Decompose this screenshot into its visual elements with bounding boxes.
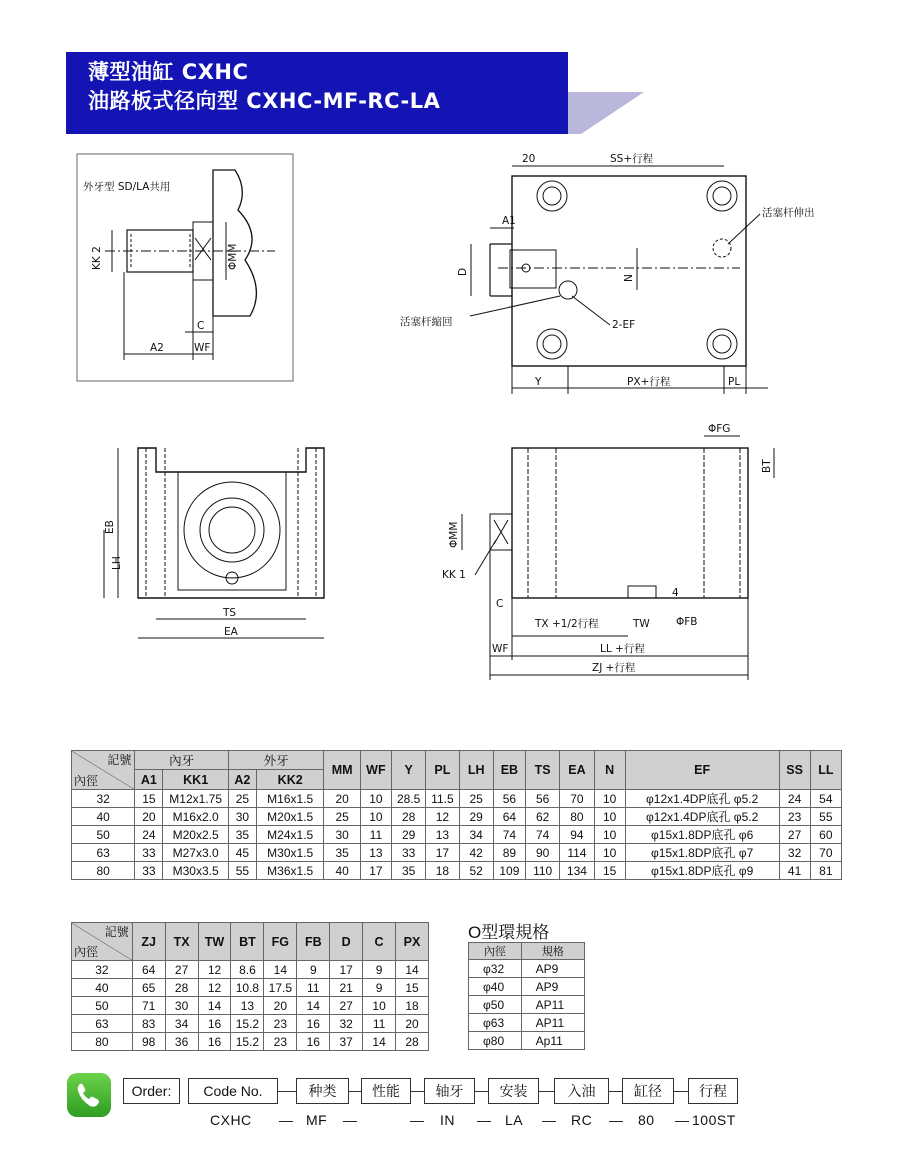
t1-cell: 70 [810, 844, 841, 862]
t2-cell: 15.2 [231, 1015, 264, 1033]
front-view-body [138, 448, 324, 598]
order-dash: — [279, 1112, 294, 1128]
side-view-body [512, 448, 748, 598]
t1-cell: 35 [391, 862, 425, 880]
label-20: 20 [522, 153, 536, 165]
order-box: 轴牙 [424, 1078, 475, 1104]
t2-head: ZJ [132, 923, 165, 961]
order-connector [674, 1091, 688, 1092]
t2-cell: 16 [297, 1033, 330, 1051]
oring-head: 內徑 [469, 943, 522, 960]
t1-cell: 29 [459, 808, 493, 826]
order-connector [349, 1091, 361, 1092]
t1-row [72, 844, 842, 862]
label-ss: SS+行程 [610, 153, 654, 165]
bolt-hole-bl [537, 329, 567, 359]
t2-cell: 64 [132, 961, 165, 979]
order-connector [609, 1091, 622, 1092]
t2-cell: 9 [363, 961, 396, 979]
t2-cell: 17.5 [264, 979, 297, 997]
t1-cell: 33 [135, 862, 163, 880]
t1-cell: φ15x1.8DP底孔 φ6 [625, 826, 779, 844]
t1-head: KK1 [163, 770, 228, 790]
t2-cell: 40 [72, 979, 133, 997]
t1-cell: 28 [391, 808, 425, 826]
side-bore-lines [528, 448, 740, 598]
t1-cell: 30 [324, 826, 360, 844]
t1-cell: 10 [594, 844, 625, 862]
t1-cell: 110 [526, 862, 560, 880]
t2-cell: 65 [132, 979, 165, 997]
order-box: 行程 [688, 1078, 738, 1104]
oring-cell: AP11 [521, 996, 584, 1014]
t2-row [72, 1033, 429, 1051]
t2-cell: 16 [198, 1015, 231, 1033]
t2-corner-top: 記號 [104, 925, 129, 939]
t2-row [72, 979, 429, 997]
t1-cell: 13 [426, 826, 459, 844]
t1-cell: 40 [72, 808, 135, 826]
t1-cell: 70 [560, 790, 594, 808]
t1-cell: M30x1.5 [256, 844, 324, 862]
label-fg: ΦFG [708, 423, 731, 435]
t1-cell: 74 [526, 826, 560, 844]
t1-row [72, 826, 842, 844]
t1-cell: 33 [135, 844, 163, 862]
t1-cell: 40 [324, 862, 360, 880]
t2-cell: 13 [231, 997, 264, 1015]
t1-cell: 81 [810, 862, 841, 880]
oring-row [469, 1032, 585, 1050]
t1-cell: 25 [459, 790, 493, 808]
t1-cell: 17 [426, 844, 459, 862]
order-connector [278, 1091, 296, 1092]
front-bolt-lines [146, 448, 316, 598]
order-box: 入油 [554, 1078, 609, 1104]
t1-cell: 23 [779, 808, 810, 826]
t1-cell: 35 [324, 844, 360, 862]
label-n: N [623, 274, 635, 282]
t1-corner-top: 記號 [107, 753, 132, 767]
top-rod [490, 244, 512, 296]
t2-cell: 9 [363, 979, 396, 997]
t2-cell: 11 [297, 979, 330, 997]
t1-cell: 134 [560, 862, 594, 880]
label-d: D [457, 267, 469, 276]
t1-cell: 11 [360, 826, 391, 844]
t1-cell: 62 [526, 808, 560, 826]
order-value: LA [505, 1112, 524, 1128]
t2-cell: 28 [165, 979, 198, 997]
label-tx: TX +1/2行程 [535, 618, 599, 630]
label-four: 4 [672, 587, 679, 599]
t1-row [72, 808, 842, 826]
oring-head: 規格 [521, 943, 584, 960]
order-value: 80 [638, 1112, 655, 1128]
t1-cell: 25 [324, 808, 360, 826]
t1-cell: 17 [360, 862, 391, 880]
label-kk2: KK 2 [91, 246, 103, 270]
order-dash: — [343, 1112, 358, 1128]
leader-kk1 [475, 540, 496, 575]
t2-cell: 32 [72, 961, 133, 979]
label-zj: ZJ +行程 [592, 662, 636, 674]
t1-cell: 20 [135, 808, 163, 826]
t2-cell: 27 [330, 997, 363, 1015]
order-dash: — [675, 1112, 690, 1128]
t2-cell: 15 [396, 979, 429, 997]
order-box: Code No. [188, 1078, 278, 1104]
t1-head: PL [426, 751, 459, 790]
order-box: 性能 [361, 1078, 411, 1104]
t1-cell: 74 [493, 826, 525, 844]
t1-head: Y [391, 751, 425, 790]
t1-cell: 20 [324, 790, 360, 808]
order-dash: — [410, 1112, 425, 1128]
side-notch [628, 586, 656, 598]
t2-row [72, 961, 429, 979]
t2-cell: 11 [363, 1015, 396, 1033]
oring-cell: φ32 [469, 960, 522, 978]
label-ts: TS [223, 607, 237, 619]
t2-head: FB [297, 923, 330, 961]
order-value: 100ST [692, 1112, 736, 1128]
t1-cell: 10 [594, 808, 625, 826]
t2-head: TW [198, 923, 231, 961]
label-y: Y [535, 376, 542, 388]
t1-cell: 63 [72, 844, 135, 862]
oring-cell: φ80 [469, 1032, 522, 1050]
t1-head: A2 [228, 770, 256, 790]
t1-cell: 29 [391, 826, 425, 844]
t2-cell: 20 [396, 1015, 429, 1033]
label-wf: WF [194, 342, 211, 354]
t1-cell: 24 [779, 790, 810, 808]
order-connector [475, 1091, 488, 1092]
label-c2: C [496, 598, 504, 610]
t1-cell: 55 [810, 808, 841, 826]
t1-cell: 114 [560, 844, 594, 862]
port-retract [559, 281, 577, 299]
order-value: CXHC [210, 1112, 252, 1128]
t1-cell: 52 [459, 862, 493, 880]
label-retract: 活塞杆縮回 [400, 316, 453, 328]
t1-cell: 27 [779, 826, 810, 844]
label-extend: 活塞杆伸出 [762, 207, 815, 219]
t1-cell: 10 [594, 790, 625, 808]
t1-cell: 89 [493, 844, 525, 862]
bolt-hole-tl [537, 181, 567, 211]
label-ea: EA [224, 626, 238, 638]
order-connector [539, 1091, 554, 1092]
order-value: MF [306, 1112, 328, 1128]
front-gland [184, 482, 280, 578]
t2-cell: 9 [297, 961, 330, 979]
t1-cell: M16x1.5 [256, 790, 324, 808]
t1-cell: 12 [426, 808, 459, 826]
t1-cell: φ15x1.8DP底孔 φ9 [625, 862, 779, 880]
order-box: 安装 [488, 1078, 539, 1104]
t2-head: TX [165, 923, 198, 961]
t1-cell: 64 [493, 808, 525, 826]
t1-cell: M24x1.5 [256, 826, 324, 844]
t2-cell: 80 [72, 1033, 133, 1051]
oring-cell: Ap11 [521, 1032, 584, 1050]
t1-cell: 15 [594, 862, 625, 880]
t1-head: LL [810, 751, 841, 790]
t2-cell: 16 [198, 1033, 231, 1051]
t1-cell: 42 [459, 844, 493, 862]
t2-head: PX [396, 923, 429, 961]
t2-corner [72, 923, 133, 961]
order-box: 缸径 [622, 1078, 674, 1104]
t2-cell: 14 [264, 961, 297, 979]
label-wf2: WF [492, 643, 509, 655]
t2-cell: 12 [198, 979, 231, 997]
label-kk1: KK 1 [442, 569, 466, 581]
t2-head: D [330, 923, 363, 961]
order-value: RC [571, 1112, 593, 1128]
leader-ef [572, 296, 610, 325]
spec-table-2 [71, 922, 429, 1051]
t1-cell: 54 [810, 790, 841, 808]
t2-cell: 15.2 [231, 1033, 264, 1051]
t1-cell: 28.5 [391, 790, 425, 808]
t1-cell: 25 [228, 790, 256, 808]
t2-cell: 14 [198, 997, 231, 1015]
oring-row [469, 1014, 585, 1032]
order-value: IN [440, 1112, 455, 1128]
bolt-hole-tr [707, 181, 737, 211]
t1-cell: 13 [360, 844, 391, 862]
label-pl: PL [728, 376, 741, 388]
label-mm2: ΦMM [448, 521, 460, 548]
t2-cell: 10.8 [231, 979, 264, 997]
bolt-hole-br [707, 329, 737, 359]
t2-cell: 63 [72, 1015, 133, 1033]
t1-cell: φ12x1.4DP底孔 φ5.2 [625, 790, 779, 808]
t1-corner-bottom: 內徑 [74, 774, 99, 788]
t2-cell: 50 [72, 997, 133, 1015]
port-extend [713, 239, 731, 257]
t1-cell: 60 [810, 826, 841, 844]
t2-corner-bottom: 內徑 [74, 945, 99, 959]
t1-cell: M36x1.5 [256, 862, 324, 880]
label-ll: LL +行程 [600, 643, 645, 655]
t2-cell: 20 [264, 997, 297, 1015]
t1-cell: 80 [72, 862, 135, 880]
t1-corner [72, 751, 135, 790]
t1-cell: 34 [459, 826, 493, 844]
title-line-1: 薄型油缸 CXHC [88, 60, 249, 84]
t2-cell: 14 [363, 1033, 396, 1051]
t1-head: SS [779, 751, 810, 790]
oring-cell: AP11 [521, 1014, 584, 1032]
oring-table [468, 942, 585, 1050]
order-dash: — [609, 1112, 624, 1128]
label-bt: BT [761, 459, 773, 473]
t1-cell: M20x1.5 [256, 808, 324, 826]
t2-cell: 17 [330, 961, 363, 979]
t1-cell: 10 [360, 790, 391, 808]
t2-cell: 34 [165, 1015, 198, 1033]
inset-title: 外牙型 SD/LA共用 [83, 181, 171, 193]
t1-cell: φ15x1.8DP底孔 φ7 [625, 844, 779, 862]
order-box: 种类 [296, 1078, 349, 1104]
t2-cell: 8.6 [231, 961, 264, 979]
t2-cell: 27 [165, 961, 198, 979]
order-connector [411, 1091, 424, 1092]
t1-head: LH [459, 751, 493, 790]
t1-head: A1 [135, 770, 163, 790]
t2-cell: 14 [297, 997, 330, 1015]
inset-flats [195, 238, 211, 260]
label-ef: 2-EF [612, 319, 636, 331]
t2-cell: 21 [330, 979, 363, 997]
t1-cell: 50 [72, 826, 135, 844]
t1-cell: 80 [560, 808, 594, 826]
t2-cell: 28 [396, 1033, 429, 1051]
t1-head: N [594, 751, 625, 790]
label-tw: TW [633, 618, 650, 630]
t2-cell: 14 [396, 961, 429, 979]
t1-head: MM [324, 751, 360, 790]
t1-cell: 11.5 [426, 790, 459, 808]
t1-cell: M27x3.0 [163, 844, 228, 862]
t2-cell: 12 [198, 961, 231, 979]
order-dash: — [477, 1112, 492, 1128]
t2-cell: 23 [264, 1033, 297, 1051]
order-dash: — [542, 1112, 557, 1128]
t1-cell: M20x2.5 [163, 826, 228, 844]
t1-row [72, 790, 842, 808]
t1-cell: M30x3.5 [163, 862, 228, 880]
t1-cell: 32 [779, 844, 810, 862]
t2-cell: 23 [264, 1015, 297, 1033]
t1-group-outer: 外牙 [228, 751, 324, 770]
t2-row [72, 1015, 429, 1033]
t2-cell: 36 [165, 1033, 198, 1051]
oring-cell: AP9 [521, 978, 584, 996]
t1-head: EB [493, 751, 525, 790]
t1-cell: 94 [560, 826, 594, 844]
t1-cell: 10 [360, 808, 391, 826]
t1-cell: 33 [391, 844, 425, 862]
t1-row [72, 862, 842, 880]
title-line-2: 油路板式径向型 CXHC-MF-RC-LA [88, 89, 441, 113]
label-lh: LH [111, 556, 123, 570]
oring-cell: φ40 [469, 978, 522, 996]
t2-cell: 83 [132, 1015, 165, 1033]
top-view-body [512, 176, 746, 366]
oring-row [469, 978, 585, 996]
label-px: PX+行程 [627, 376, 671, 388]
t1-cell: 10 [594, 826, 625, 844]
t2-head: C [363, 923, 396, 961]
label-eb: EB [104, 520, 116, 534]
label-c: C [197, 320, 205, 332]
oring-row [469, 996, 585, 1014]
t1-cell: 24 [135, 826, 163, 844]
t2-cell: 18 [396, 997, 429, 1015]
t1-cell: M16x2.0 [163, 808, 228, 826]
top-gland [510, 250, 556, 288]
t1-head: EF [625, 751, 779, 790]
oring-title: O型環規格 [468, 923, 550, 942]
oring-row [469, 960, 585, 978]
t1-head: WF [360, 751, 391, 790]
leader-extend [728, 214, 760, 244]
t1-cell: 18 [426, 862, 459, 880]
t1-cell: 32 [72, 790, 135, 808]
t1-cell: 109 [493, 862, 525, 880]
title-banner [66, 52, 568, 134]
t1-cell: 56 [493, 790, 525, 808]
t1-head: TS [526, 751, 560, 790]
t2-cell: 37 [330, 1033, 363, 1051]
t1-cell: 30 [228, 808, 256, 826]
order-box: Order: [123, 1078, 180, 1104]
t1-cell: 15 [135, 790, 163, 808]
spec-table-1 [71, 750, 842, 880]
t1-cell: 56 [526, 790, 560, 808]
t1-cell: M12x1.75 [163, 790, 228, 808]
t1-cell: 55 [228, 862, 256, 880]
t1-cell: φ12x1.4DP底孔 φ5.2 [625, 808, 779, 826]
inset-body [213, 170, 256, 316]
t2-cell: 30 [165, 997, 198, 1015]
t1-head: KK2 [256, 770, 324, 790]
t2-cell: 16 [297, 1015, 330, 1033]
t1-cell: 45 [228, 844, 256, 862]
label-fb: ΦFB [676, 616, 698, 628]
leader-retract [470, 296, 560, 316]
phone-icon[interactable] [67, 1073, 111, 1117]
t1-head: EA [560, 751, 594, 790]
t1-cell: 41 [779, 862, 810, 880]
t2-cell: 98 [132, 1033, 165, 1051]
label-a1: A1 [502, 215, 516, 227]
t1-cell: 35 [228, 826, 256, 844]
t2-cell: 71 [132, 997, 165, 1015]
oring-cell: φ50 [469, 996, 522, 1014]
oring-cell: AP9 [521, 960, 584, 978]
t1-cell: 90 [526, 844, 560, 862]
t1-group-inner: 內牙 [135, 751, 229, 770]
t2-row [72, 997, 429, 1015]
oring-cell: φ63 [469, 1014, 522, 1032]
t2-head: BT [231, 923, 264, 961]
t2-cell: 10 [363, 997, 396, 1015]
label-mm: ΦMM [227, 243, 239, 270]
t2-cell: 32 [330, 1015, 363, 1033]
t2-head: FG [264, 923, 297, 961]
label-a2: A2 [150, 342, 164, 354]
